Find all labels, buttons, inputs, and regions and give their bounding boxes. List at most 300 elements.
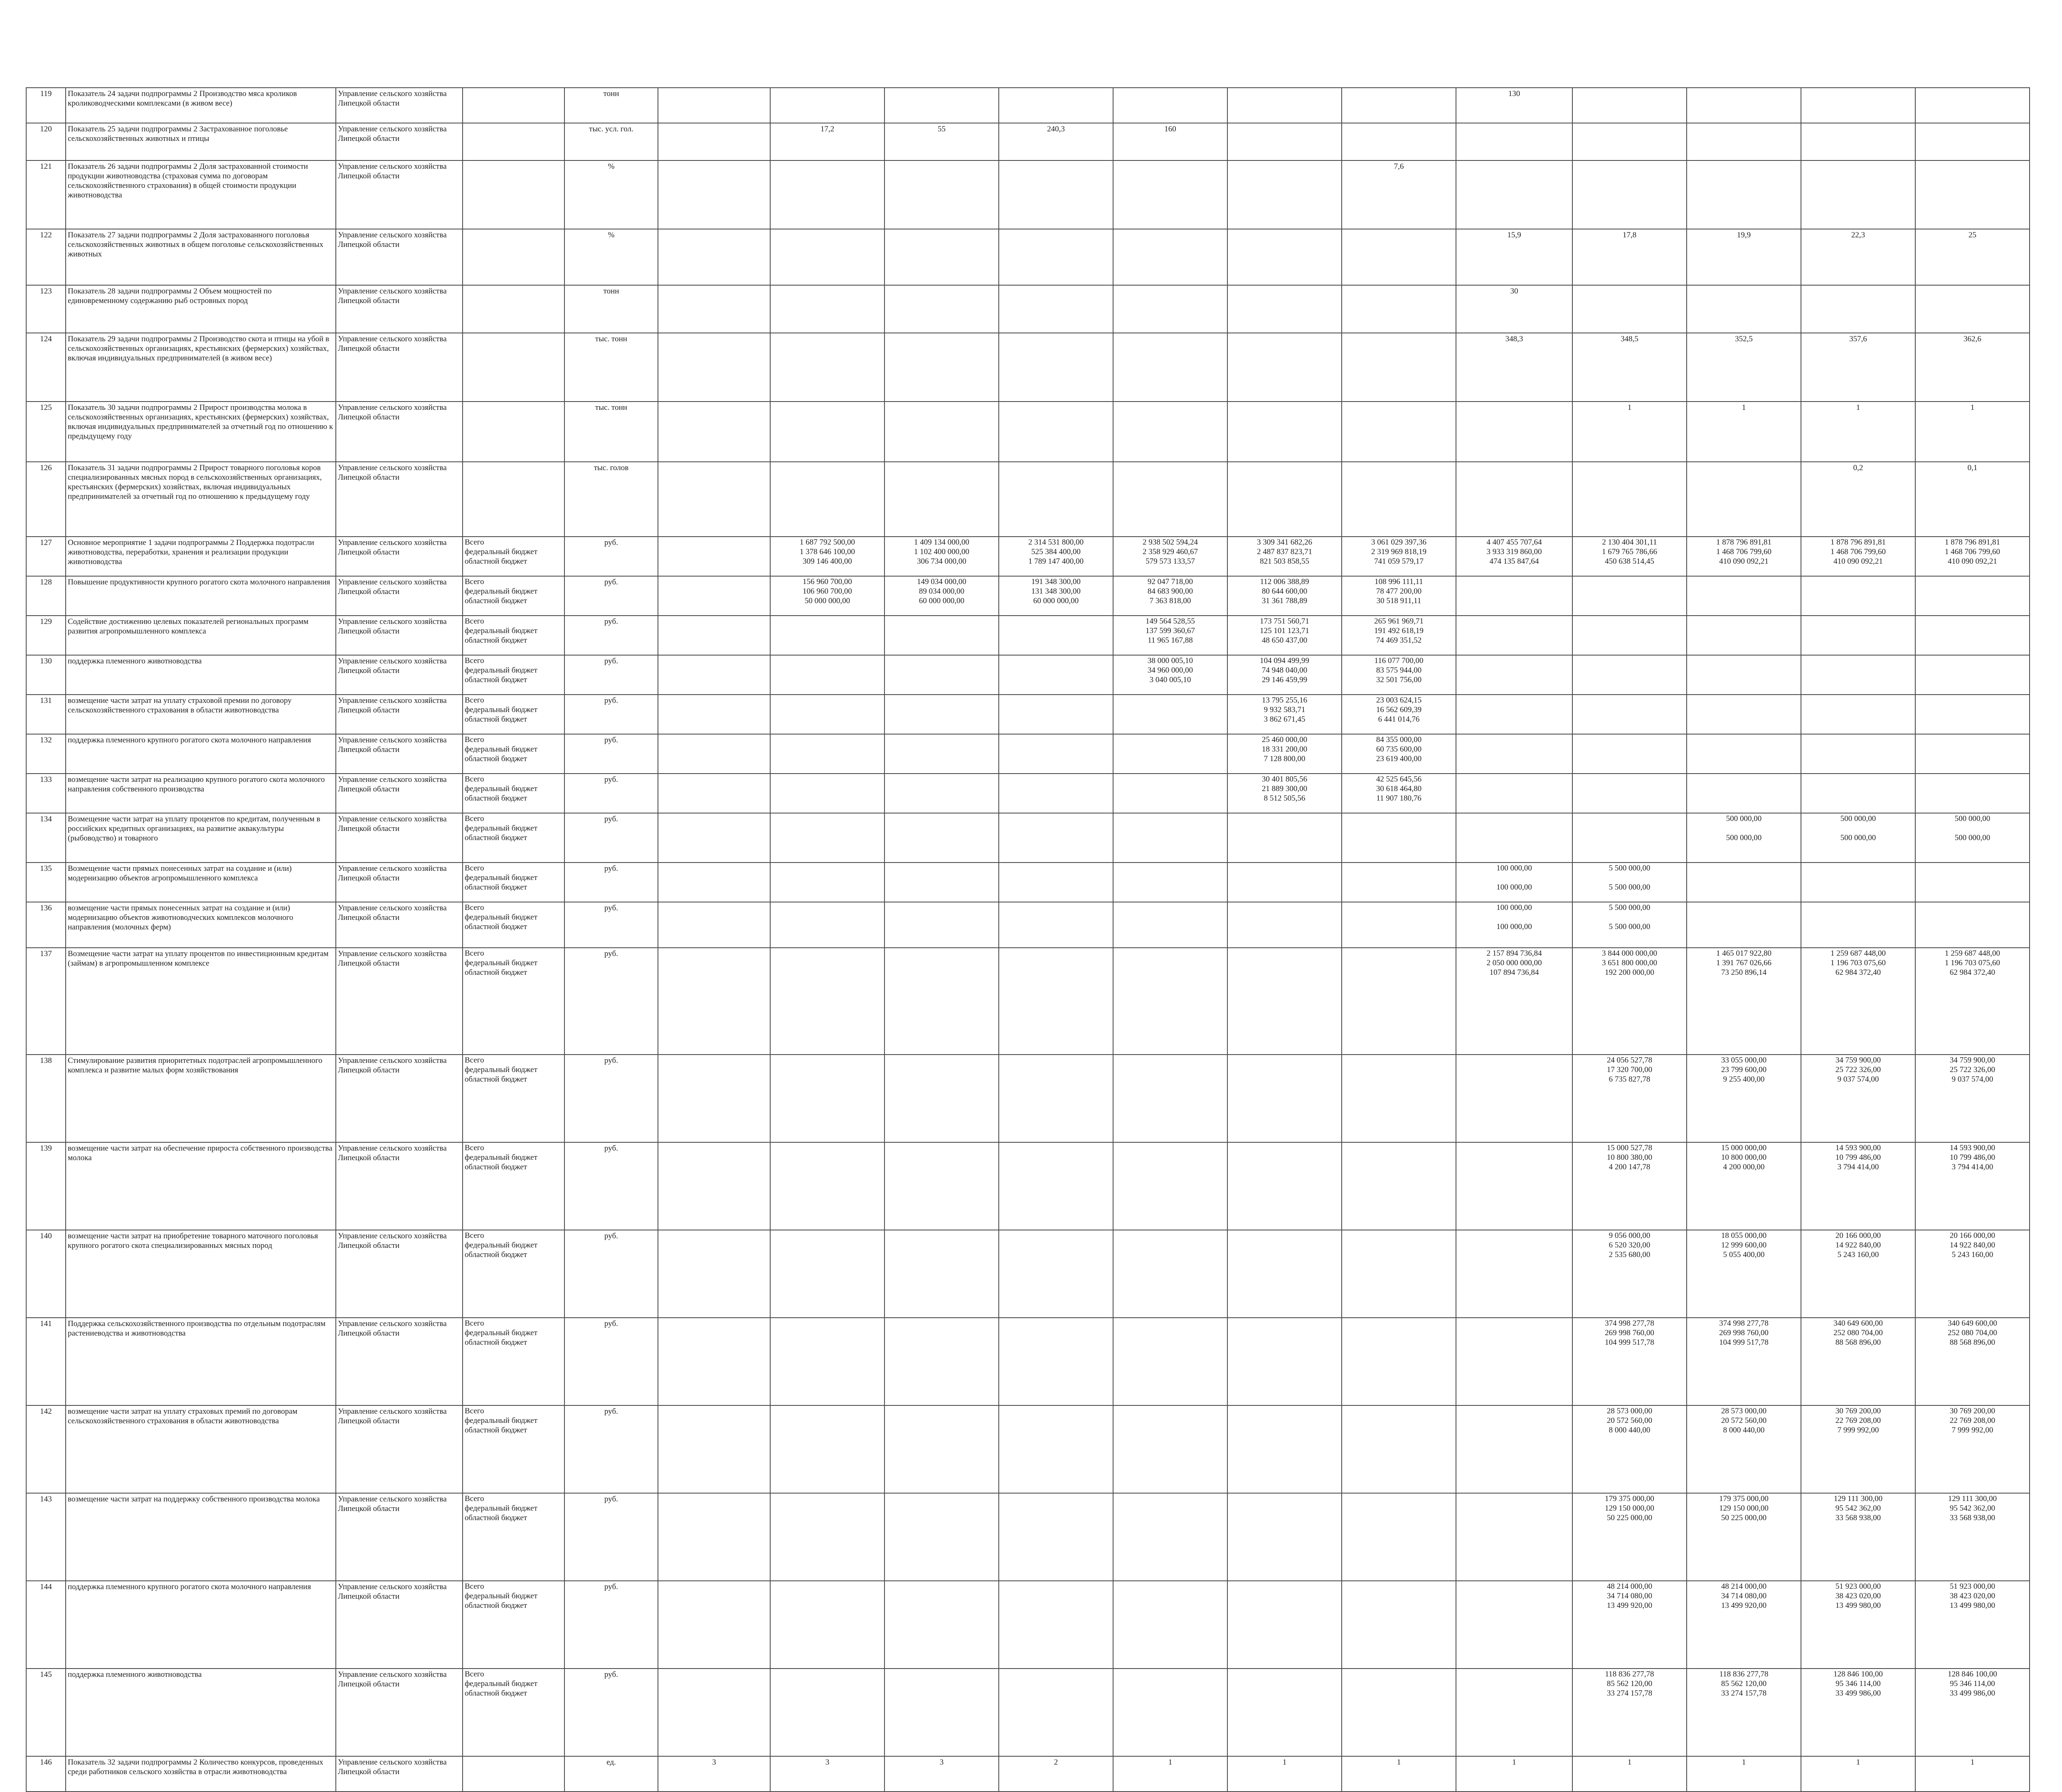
- value-line: 500 000,00: [1726, 833, 1762, 842]
- row-number: 120: [26, 123, 66, 160]
- budget-level-label: федеральный бюджет: [465, 1592, 537, 1600]
- budget-level-label: федеральный бюджет: [465, 626, 537, 635]
- value-cell: [770, 576, 884, 616]
- value-cell: [1227, 285, 1342, 333]
- value-cell: [1227, 948, 1342, 1055]
- value-line: 48 214 000,00: [1606, 1582, 1653, 1591]
- value-cell: [1342, 1142, 1456, 1230]
- value-line: 129 111 300,00: [1833, 1494, 1883, 1503]
- value-cell: [999, 813, 1113, 863]
- unit-cell: руб.: [564, 863, 658, 902]
- value-line: 2 050 000 000,00: [1486, 959, 1542, 967]
- value-cell: [1456, 616, 1572, 655]
- budget-level-label: Всего: [465, 1407, 484, 1415]
- value-cell: [1456, 813, 1572, 863]
- value-line: 500 000,00: [1726, 814, 1762, 823]
- budget-level-label: областной бюджет: [465, 794, 527, 803]
- value-cell: [658, 813, 770, 863]
- table-row: [26, 402, 2030, 462]
- value-cell: [1456, 160, 1572, 229]
- budget-level-label: Всего: [465, 864, 484, 873]
- responsible-org: Управление сельского хозяйства Липецкой области: [336, 1318, 463, 1405]
- value-cell: [1572, 462, 1687, 537]
- unit-cell: тонн: [564, 88, 658, 123]
- value-cell: [1687, 285, 1801, 333]
- value-cell: [1801, 813, 1915, 863]
- value-cell: 1: [1227, 1756, 1342, 1792]
- responsible-org: Управление сельского хозяйства Липецкой области: [336, 813, 463, 863]
- budget-level-label: областной бюджет: [465, 922, 527, 931]
- value-line: 125 101 123,71: [1260, 626, 1309, 635]
- value-cell: [658, 774, 770, 813]
- budget-level-label: Всего: [465, 949, 484, 958]
- value-line: 25 460 000,00: [1261, 735, 1308, 744]
- budget-level-label: федеральный бюджет: [465, 705, 537, 714]
- value-cell: 362,6: [1915, 333, 2030, 402]
- value-cell: [1342, 229, 1456, 285]
- value-line: 309 146 400,00: [803, 557, 852, 566]
- value-cell: [1456, 576, 1572, 616]
- value-cell: [1572, 695, 1687, 734]
- value-line: 9 037 574,00: [1951, 1075, 1993, 1084]
- value-line: 129 111 300,00: [1948, 1494, 1997, 1503]
- row-name: поддержка племенного крупного рогатого скота молочного направления: [66, 734, 336, 774]
- budget-level-label: Всего: [465, 1231, 484, 1240]
- value-line: 34 759 900,00: [1835, 1056, 1881, 1065]
- budget-levels: [463, 402, 564, 462]
- value-cell: 1: [1687, 1756, 1801, 1792]
- value-cell: [999, 1318, 1113, 1405]
- table-row: [26, 1142, 2030, 1230]
- value-line: [1458, 912, 1570, 922]
- value-line: 191 492 618,19: [1374, 626, 1424, 635]
- value-cell: 1: [1801, 402, 1915, 462]
- unit-cell: %: [564, 160, 658, 229]
- value-line: 33 568 938,00: [1949, 1513, 1995, 1522]
- value-cell: [884, 774, 999, 813]
- value-line: 3 061 029 397,36: [1371, 538, 1426, 547]
- value-line: 821 503 858,55: [1260, 557, 1309, 566]
- row-name: Возмещение части прямых понесенных затрат на создание и (или) модернизацию объектов агропромышленного комплекса: [66, 863, 336, 902]
- value-cell: [1801, 616, 1915, 655]
- value-cell: [658, 616, 770, 655]
- value-cell: [1572, 160, 1687, 229]
- unit-cell: руб.: [564, 948, 658, 1055]
- budget-levels: [463, 695, 564, 734]
- value-cell: [1572, 88, 1687, 123]
- value-cell: [1342, 774, 1456, 813]
- value-line: 60 000 000,00: [1033, 597, 1079, 605]
- value-line: 4 200 147,78: [1609, 1163, 1651, 1171]
- budget-level-label: областной бюджет: [465, 715, 527, 724]
- budget-level-label: Всего: [465, 696, 484, 705]
- responsible-org: Управление сельского хозяйства Липецкой области: [336, 1230, 463, 1318]
- responsible-org: Управление сельского хозяйства Липецкой области: [336, 1142, 463, 1230]
- value-line: 100 000,00: [1496, 883, 1532, 892]
- value-line: 30 769 200,00: [1835, 1407, 1881, 1415]
- unit-cell: руб.: [564, 655, 658, 695]
- value-line: 13 499 980,00: [1949, 1601, 1995, 1610]
- value-line: 32 501 756,00: [1376, 675, 1422, 684]
- value-line: 34 714 080,00: [1606, 1592, 1653, 1600]
- value-cell: [1227, 774, 1342, 813]
- value-line: 33 568 938,00: [1835, 1513, 1881, 1522]
- value-cell: [1227, 1493, 1342, 1581]
- value-cell: [1801, 1230, 1915, 1318]
- value-cell: [1342, 734, 1456, 774]
- value-cell: [1342, 1318, 1456, 1405]
- table-row: [26, 229, 2030, 285]
- value-line: 51 923 000,00: [1835, 1582, 1881, 1591]
- value-cell: [1801, 1493, 1915, 1581]
- table-row: [26, 902, 2030, 948]
- value-cell: 7,6: [1342, 160, 1456, 229]
- value-cell: [1456, 1142, 1572, 1230]
- value-cell: [884, 1669, 999, 1756]
- value-cell: [1572, 1318, 1687, 1405]
- row-name: Содействие достижению целевых показателей региональных программ развития агропромышленного комплекса: [66, 616, 336, 655]
- value-cell: [1572, 774, 1687, 813]
- responsible-org: Управление сельского хозяйства Липецкой области: [336, 774, 463, 813]
- value-line: 100 000,00: [1496, 903, 1532, 912]
- value-cell: [1801, 1581, 1915, 1669]
- value-cell: [1342, 333, 1456, 402]
- value-line: 265 961 969,71: [1374, 617, 1424, 626]
- row-name: Показатель 24 задачи подпрограммы 2 Производство мяса кроликов кролиководческими комплексами (в живом весе): [66, 88, 336, 123]
- value-line: 410 090 092,21: [1833, 557, 1883, 566]
- value-line: 34 714 080,00: [1721, 1592, 1767, 1600]
- value-cell: [999, 160, 1113, 229]
- value-cell: [1801, 160, 1915, 229]
- value-line: 88 568 896,00: [1835, 1338, 1881, 1347]
- budget-level-label: областной бюджет: [465, 968, 527, 977]
- value-cell: [1227, 402, 1342, 462]
- value-cell: [1227, 160, 1342, 229]
- value-line: 18 055 000,00: [1721, 1231, 1767, 1240]
- value-cell: [770, 655, 884, 695]
- value-cell: [999, 1230, 1113, 1318]
- value-line: 9 932 583,71: [1264, 705, 1306, 714]
- value-cell: [999, 88, 1113, 123]
- value-line: 5 500 000,00: [1609, 864, 1651, 873]
- value-line: 173 751 560,71: [1260, 617, 1309, 626]
- value-cell: [1801, 734, 1915, 774]
- row-number: 138: [26, 1055, 66, 1142]
- table-row: [26, 576, 2030, 616]
- value-cell: [770, 695, 884, 734]
- value-cell: [999, 948, 1113, 1055]
- value-cell: [1801, 655, 1915, 695]
- value-cell: [1801, 88, 1915, 123]
- row-number: 136: [26, 902, 66, 948]
- table-row: [26, 655, 2030, 695]
- value-line: 95 542 362,00: [1835, 1504, 1881, 1513]
- value-line: 252 080 704,00: [1948, 1329, 1997, 1337]
- value-line: 1 259 687 448,00: [1945, 949, 2000, 958]
- budget-level-label: федеральный бюджет: [465, 1416, 537, 1425]
- value-cell: [1915, 774, 2030, 813]
- value-line: 23 619 400,00: [1376, 754, 1422, 763]
- value-cell: 1: [1801, 1756, 1915, 1792]
- value-cell: [1342, 123, 1456, 160]
- value-cell: [1572, 863, 1687, 902]
- budget-level-label: Всего: [465, 1494, 484, 1503]
- row-name: поддержка племенного животноводства: [66, 1669, 336, 1756]
- budget-level-label: областной бюджет: [465, 1250, 527, 1259]
- value-cell: [1342, 1055, 1456, 1142]
- budget-level-label: областной бюджет: [465, 833, 527, 842]
- value-line: 21 889 300,00: [1261, 784, 1308, 793]
- value-cell: [658, 462, 770, 537]
- value-cell: [1915, 1405, 2030, 1493]
- value-line: 8 000 440,00: [1609, 1426, 1651, 1435]
- value-line: 88 568 896,00: [1949, 1338, 1995, 1347]
- value-line: 450 638 514,45: [1605, 557, 1654, 566]
- responsible-org: Управление сельского хозяйства Липецкой области: [336, 1581, 463, 1669]
- value-line: 4 407 455 707,64: [1486, 538, 1542, 547]
- value-cell: 357,6: [1801, 333, 1915, 402]
- value-cell: [1456, 948, 1572, 1055]
- value-line: 500 000,00: [1840, 833, 1876, 842]
- budget-level-label: областной бюджет: [465, 1163, 527, 1171]
- row-name: поддержка племенного крупного рогатого скота молочного направления: [66, 1581, 336, 1669]
- row-number: 128: [26, 576, 66, 616]
- value-line: 1 196 703 075,60: [1830, 959, 1886, 967]
- value-line: 95 346 114,00: [1835, 1679, 1881, 1688]
- budget-level-label: областной бюджет: [465, 1075, 527, 1084]
- value-cell: [1687, 537, 1801, 576]
- value-cell: 1: [1572, 402, 1687, 462]
- budget-level-label: Всего: [465, 814, 484, 823]
- value-cell: [1687, 813, 1801, 863]
- value-line: 5 500 000,00: [1609, 922, 1651, 931]
- value-cell: [1687, 160, 1801, 229]
- row-number: 130: [26, 655, 66, 695]
- row-name: Показатель 26 задачи подпрограммы 2 Доля застрахованной стоимости продукции животноводства (страховая сумма по договорам сельскохозяйственного страхования) в общей стоимости продукции животноводства: [66, 160, 336, 229]
- value-cell: [1113, 1581, 1227, 1669]
- value-line: 5 055 400,00: [1723, 1250, 1765, 1259]
- value-cell: [1801, 902, 1915, 948]
- responsible-org: Управление сельского хозяйства Липецкой области: [336, 402, 463, 462]
- value-cell: [999, 1142, 1113, 1230]
- row-name: Основное мероприятие 1 задачи подпрограммы 2 Поддержка подотрасли животноводства, переработки, хранения и реализации продукции животноводства: [66, 537, 336, 576]
- value-cell: [1801, 1405, 1915, 1493]
- value-cell: [1572, 655, 1687, 695]
- budget-level-label: Всего: [465, 538, 484, 547]
- value-line: 20 166 000,00: [1949, 1231, 1995, 1240]
- row-name: Показатель 27 задачи подпрограммы 2 Доля застрахованного поголовья сельскохозяйственных животных в общем поголовье сельскохозяйственных животных: [66, 229, 336, 285]
- table-row: [26, 948, 2030, 1055]
- responsible-org: Управление сельского хозяйства Липецкой области: [336, 902, 463, 948]
- value-cell: [1113, 1493, 1227, 1581]
- value-line: 137 599 360,67: [1146, 626, 1195, 635]
- value-line: 5 243 160,00: [1837, 1250, 1879, 1259]
- row-number: 119: [26, 88, 66, 123]
- value-line: 2 157 894 736,84: [1486, 949, 1542, 958]
- value-line: 14 593 900,00: [1835, 1144, 1881, 1152]
- value-line: 10 800 380,00: [1606, 1153, 1653, 1162]
- value-line: 50 000 000,00: [804, 597, 850, 605]
- value-line: 17 320 700,00: [1606, 1065, 1653, 1074]
- value-cell: [658, 123, 770, 160]
- value-cell: [658, 863, 770, 902]
- responsible-org: Управление сельского хозяйства Липецкой области: [336, 333, 463, 402]
- value-cell: [770, 1669, 884, 1756]
- budget-level-label: областной бюджет: [465, 597, 527, 605]
- value-cell: [1456, 1230, 1572, 1318]
- budget-levels: [463, 902, 564, 948]
- value-cell: [770, 462, 884, 537]
- value-line: 9 056 000,00: [1609, 1231, 1651, 1240]
- value-line: 13 795 255,16: [1261, 696, 1308, 705]
- budget-level-label: областной бюджет: [465, 1426, 527, 1435]
- unit-cell: руб.: [564, 1405, 658, 1493]
- value-cell: [1113, 1318, 1227, 1405]
- value-cell: [1113, 774, 1227, 813]
- value-cell: [1801, 1318, 1915, 1405]
- value-line: 50 225 000,00: [1721, 1513, 1767, 1522]
- value-cell: [884, 655, 999, 695]
- value-cell: [884, 1318, 999, 1405]
- value-cell: [1687, 774, 1801, 813]
- row-number: 126: [26, 462, 66, 537]
- value-cell: [1456, 902, 1572, 948]
- value-cell: 160: [1113, 123, 1227, 160]
- value-line: 11 907 180,76: [1376, 794, 1421, 803]
- budget-level-label: Всего: [465, 1670, 484, 1679]
- row-number: 139: [26, 1142, 66, 1230]
- value-line: 33 499 986,00: [1949, 1689, 1995, 1698]
- value-cell: [1456, 1669, 1572, 1756]
- responsible-org: Управление сельского хозяйства Липецкой области: [336, 462, 463, 537]
- value-cell: [1113, 616, 1227, 655]
- value-line: 1 878 796 891,81: [1830, 538, 1886, 547]
- value-cell: [884, 902, 999, 948]
- budget-levels: [463, 655, 564, 695]
- value-line: 34 759 900,00: [1949, 1056, 1995, 1065]
- value-cell: [1227, 1055, 1342, 1142]
- value-cell: [1915, 1669, 2030, 1756]
- value-line: 74 469 351,52: [1376, 636, 1422, 645]
- value-line: 83 575 944,00: [1376, 666, 1422, 675]
- value-line: 741 059 579,17: [1374, 557, 1424, 566]
- budget-level-label: федеральный бюджет: [465, 784, 537, 793]
- responsible-org: Управление сельского хозяйства Липецкой области: [336, 285, 463, 333]
- row-number: 135: [26, 863, 66, 902]
- value-line: 20 572 560,00: [1606, 1416, 1653, 1425]
- value-cell: [1227, 123, 1342, 160]
- value-cell: [1801, 123, 1915, 160]
- value-line: 500 000,00: [1954, 814, 1991, 823]
- value-cell: [1915, 576, 2030, 616]
- responsible-org: Управление сельского хозяйства Липецкой области: [336, 229, 463, 285]
- value-cell: [770, 1055, 884, 1142]
- table-row: [26, 774, 2030, 813]
- value-cell: [770, 948, 884, 1055]
- row-name: Показатель 31 задачи подпрограммы 2 Прирост товарного поголовья коров специализированных мясных пород в сельскохозяйственных организациях, крестьянских (фермерских) хозяйствах, включая индивидуальных предпринимателей за отчетный год по отношению к предыдущему году: [66, 462, 336, 537]
- unit-cell: руб.: [564, 616, 658, 655]
- value-cell: [658, 1055, 770, 1142]
- value-line: 100 000,00: [1496, 922, 1532, 931]
- value-cell: [1113, 695, 1227, 734]
- budget-level-label: федеральный бюджет: [465, 745, 537, 754]
- budget-levels: [463, 285, 564, 333]
- value-cell: [1572, 1493, 1687, 1581]
- value-cell: [1687, 655, 1801, 695]
- budget-level-label: областной бюджет: [465, 883, 527, 892]
- value-cell: [1227, 537, 1342, 576]
- value-line: 104 999 517,78: [1605, 1338, 1654, 1347]
- row-name: Показатель 28 задачи подпрограммы 2 Объем мощностей по единовременному содержанию рыб островных пород: [66, 285, 336, 333]
- unit-cell: тыс. голов: [564, 462, 658, 537]
- value-cell: [1456, 123, 1572, 160]
- value-cell: [1572, 1230, 1687, 1318]
- budget-level-label: областной бюджет: [465, 636, 527, 645]
- value-cell: [1342, 695, 1456, 734]
- value-cell: [1227, 1669, 1342, 1756]
- value-line: 269 998 760,00: [1719, 1329, 1769, 1337]
- value-line: 5 243 160,00: [1951, 1250, 1993, 1259]
- value-cell: 25: [1915, 229, 2030, 285]
- row-number: 123: [26, 285, 66, 333]
- value-line: 6 520 320,00: [1609, 1241, 1651, 1250]
- value-cell: [1227, 462, 1342, 537]
- table-row: [26, 1493, 2030, 1581]
- responsible-org: Управление сельского хозяйства Липецкой области: [336, 948, 463, 1055]
- value-cell: [1113, 1142, 1227, 1230]
- value-line: 1 468 706 799,60: [1830, 547, 1886, 556]
- value-cell: [1572, 1581, 1687, 1669]
- value-line: 23 003 624,15: [1376, 696, 1422, 705]
- value-cell: [1113, 229, 1227, 285]
- responsible-org: Управление сельского хозяйства Липецкой области: [336, 863, 463, 902]
- value-cell: [1915, 537, 2030, 576]
- value-line: 6 735 827,78: [1609, 1075, 1651, 1084]
- unit-cell: руб.: [564, 813, 658, 863]
- value-cell: [1342, 1405, 1456, 1493]
- value-cell: [658, 948, 770, 1055]
- value-line: 3 933 319 860,00: [1486, 547, 1542, 556]
- value-cell: [1342, 813, 1456, 863]
- row-number: 124: [26, 333, 66, 402]
- value-line: 9 037 574,00: [1837, 1075, 1879, 1084]
- value-cell: [1113, 1055, 1227, 1142]
- value-cell: 1: [1687, 402, 1801, 462]
- value-cell: 30: [1456, 285, 1572, 333]
- table-row: [26, 462, 2030, 537]
- row-number: 140: [26, 1230, 66, 1318]
- value-line: 18 331 200,00: [1261, 745, 1308, 754]
- value-cell: [1915, 902, 2030, 948]
- table-row: [26, 1230, 2030, 1318]
- value-line: 3 040 005,10: [1149, 675, 1191, 684]
- value-cell: [1342, 1669, 1456, 1756]
- budget-level-label: Всего: [465, 617, 484, 626]
- value-line: 80 644 600,00: [1261, 587, 1308, 596]
- value-cell: [999, 1669, 1113, 1756]
- responsible-org: Управление сельского хозяйства Липецкой области: [336, 576, 463, 616]
- value-line: 60 735 600,00: [1376, 745, 1422, 754]
- value-line: 51 923 000,00: [1949, 1582, 1995, 1591]
- value-cell: [770, 863, 884, 902]
- unit-cell: руб.: [564, 1230, 658, 1318]
- value-cell: [1801, 1055, 1915, 1142]
- budget-level-label: федеральный бюджет: [465, 666, 537, 675]
- row-number: 131: [26, 695, 66, 734]
- table-row: [26, 616, 2030, 655]
- row-name: возмещение части затрат на приобретение товарного маточного поголовья крупного рогатого скота специализированных мясных пород: [66, 1230, 336, 1318]
- value-line: 374 998 277,78: [1719, 1319, 1769, 1328]
